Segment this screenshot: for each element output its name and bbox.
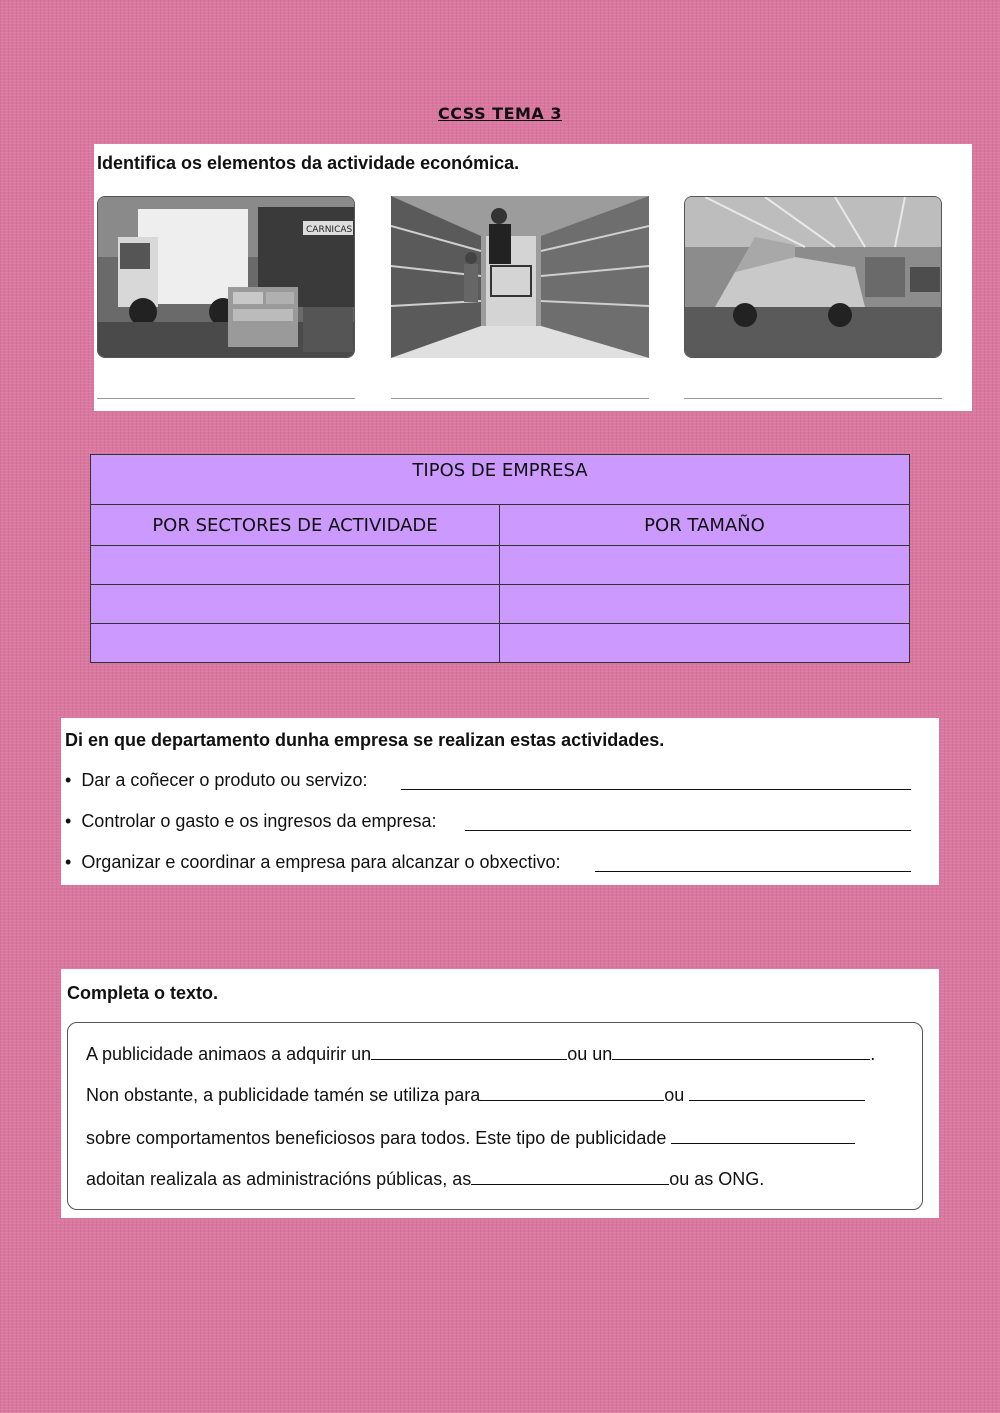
answer-line[interactable] bbox=[465, 830, 911, 831]
answer-cell[interactable] bbox=[91, 546, 500, 585]
list-item: • Dar a coñecer o produto ou servizo: bbox=[65, 770, 368, 790]
delivery-truck-photo bbox=[97, 196, 355, 358]
answer-line-3[interactable] bbox=[684, 398, 942, 399]
sign-text: CARNICAS bbox=[306, 225, 353, 235]
blank[interactable] bbox=[471, 1166, 669, 1185]
supermarket-photo bbox=[391, 196, 649, 358]
text-line-1: A publicidade animaos a adquirir un ou un . bbox=[86, 1041, 875, 1065]
table-row bbox=[91, 546, 910, 585]
text-box bbox=[67, 1022, 923, 1210]
text-line-4: adoitan realizala as administracións públicas, as ou as ONG. bbox=[86, 1166, 764, 1190]
text-line-3: sobre comportamentos beneficiosos para todos. Este tipo de publicidade bbox=[86, 1125, 855, 1149]
section4-heading: Completa o texto. bbox=[67, 983, 219, 1003]
answer-line-1[interactable] bbox=[97, 398, 355, 399]
answer-line-2[interactable] bbox=[391, 398, 649, 399]
answer-cell[interactable] bbox=[91, 585, 500, 624]
list-item: • Organizar e coordinar a empresa para alcanzar o obxectivo: bbox=[65, 852, 561, 872]
departments-section bbox=[61, 718, 939, 885]
blank[interactable] bbox=[480, 1082, 664, 1101]
car-factory-photo bbox=[684, 196, 942, 358]
blank[interactable] bbox=[371, 1041, 567, 1060]
blank[interactable] bbox=[671, 1125, 855, 1144]
table-row bbox=[91, 585, 910, 624]
header-size: POR TAMAÑO bbox=[500, 505, 910, 546]
section1-heading: Identifica os elementos da actividade económica. bbox=[97, 153, 520, 173]
company-types-table bbox=[90, 454, 910, 663]
answer-cell[interactable] bbox=[500, 585, 910, 624]
text-line-2: Non obstante, a publicidade tamén se utiliza para ou bbox=[86, 1082, 865, 1106]
blank[interactable] bbox=[612, 1041, 870, 1060]
answer-cell[interactable] bbox=[500, 624, 910, 663]
section3-heading: Di en que departamento dunha empresa se realizan estas actividades. bbox=[65, 730, 665, 750]
answer-line[interactable] bbox=[595, 871, 911, 872]
table-title: TIPOS DE EMPRESA bbox=[91, 455, 910, 505]
page-title: CCSS TEMA 3 bbox=[437, 104, 563, 123]
header-sectors: POR SECTORES DE ACTIVIDADE bbox=[91, 505, 500, 546]
answer-cell[interactable] bbox=[500, 546, 910, 585]
complete-text-section bbox=[61, 969, 939, 1218]
list-item: • Controlar o gasto e os ingresos da empresa: bbox=[65, 811, 437, 831]
blank[interactable] bbox=[689, 1082, 865, 1101]
answer-line[interactable] bbox=[401, 789, 911, 790]
identify-elements-section bbox=[94, 144, 972, 411]
table-row bbox=[91, 624, 910, 663]
answer-cell[interactable] bbox=[91, 624, 500, 663]
